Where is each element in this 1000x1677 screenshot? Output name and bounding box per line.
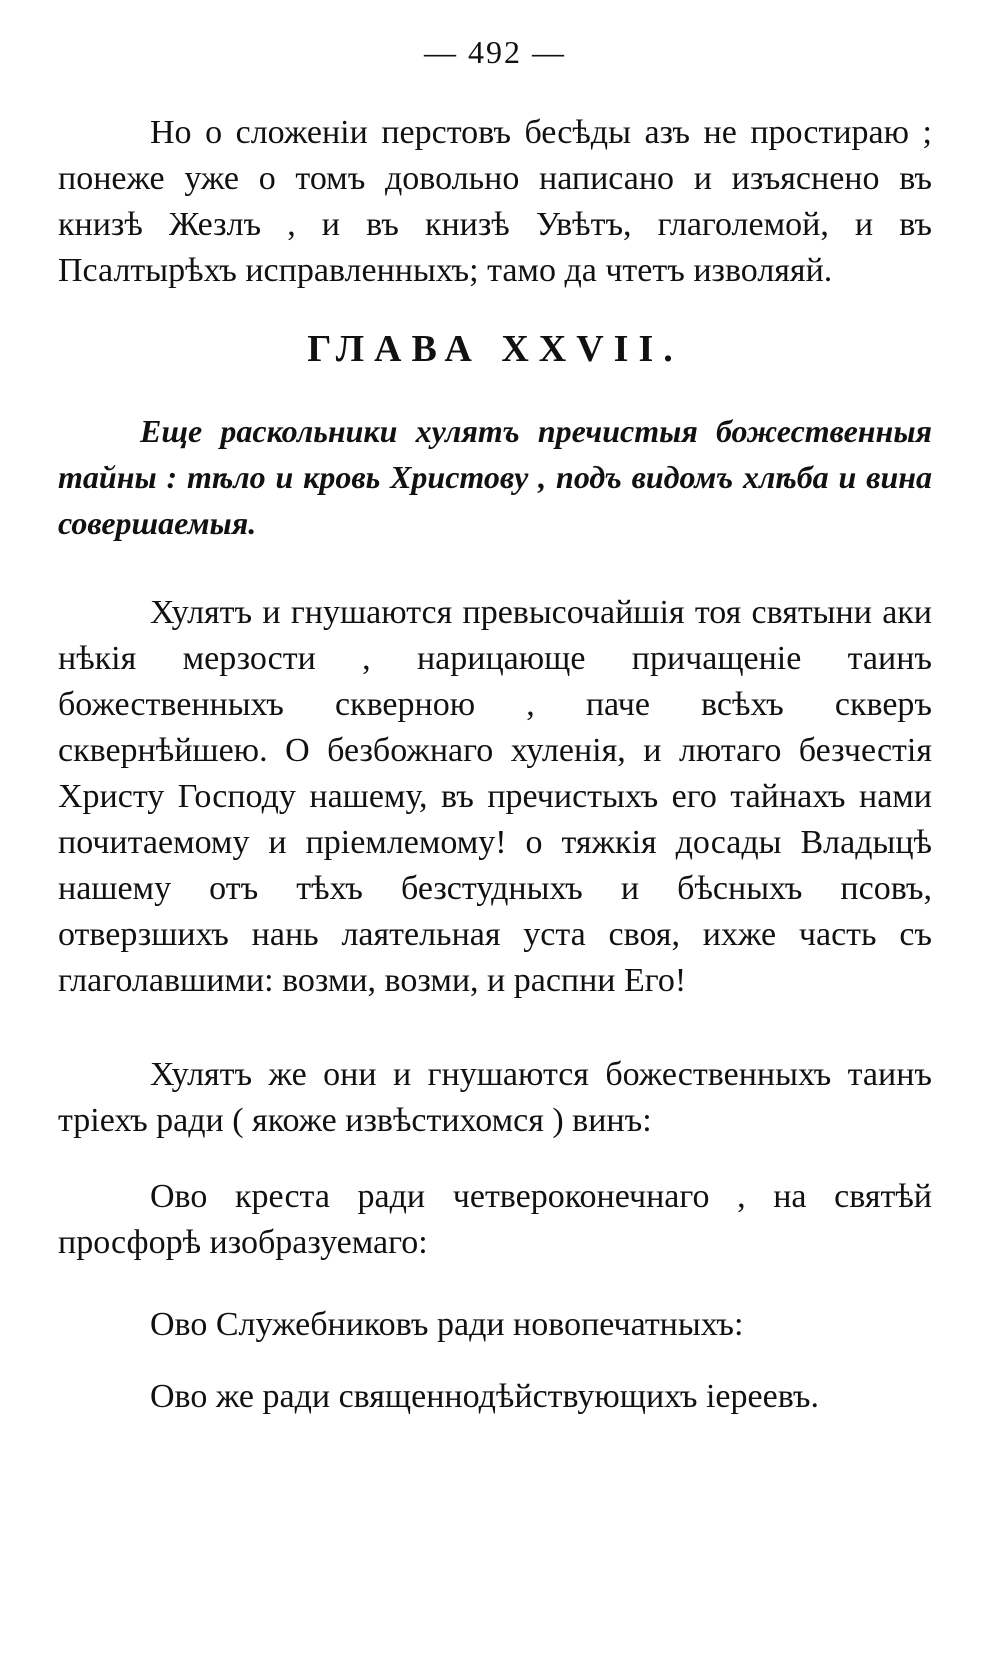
page-number-header: — 492 — — [424, 34, 566, 70]
paragraph-three-reasons: Хулятъ же они и гнушаются божественныхъ таинъ тріехъ ради ( якоже извѣстихомся ) винъ: — [58, 1056, 932, 1139]
paragraph-fingers: Но о сложеніи перстовъ бесѣды азъ не простираю ; понеже уже о томъ довольно написано и изъяснено въ книзѣ Жезлъ , и въ книзѣ Увѣтъ, глаголемой, и въ Псалтырѣхъ исправленныхъ; тамо да чтетъ изволяяй. — [58, 114, 932, 289]
paragraph-reason-service-books: Ово Служебниковъ ради новопечатныхъ: — [150, 1306, 744, 1343]
paragraph-reason-cross: Ово креста ради четвероконечнаго , на святѣй просфорѣ изобразуемаго: — [58, 1178, 932, 1261]
chapter-title: ГЛАВА XXVII. — [307, 328, 683, 370]
paragraph-blasphemy: Хулятъ и гнушаются превысочайшія тоя святыни аки нѣкія мерзости , нарицающе причащеніе таинъ божественныхъ скверною , паче всѣхъ скверъ сквернѣйшею. О безбожнаго хуленія, и лютаго безчестія Христу Господу нашему, въ пречистыхъ его тайнахъ нами почитаемому и пріемлемому! о тяжкія досады Владыцѣ нашему отъ тѣхъ безстудныхъ и бѣсныхъ псовъ, отверзшихъ нань лаятельная уста своя, ихже часть съ глаголавшими: возми, возми, и распни Его! — [58, 594, 932, 999]
chapter-summary: Еще раскольники хулятъ пречистыя божественныя тайны : тѣло и кровь Христову , подъ видомъ хлѣба и вина совершаемыя. — [58, 413, 932, 541]
paragraph-reason-priests: Ово же ради священнодѣйствующихъ іереевъ. — [150, 1378, 819, 1415]
